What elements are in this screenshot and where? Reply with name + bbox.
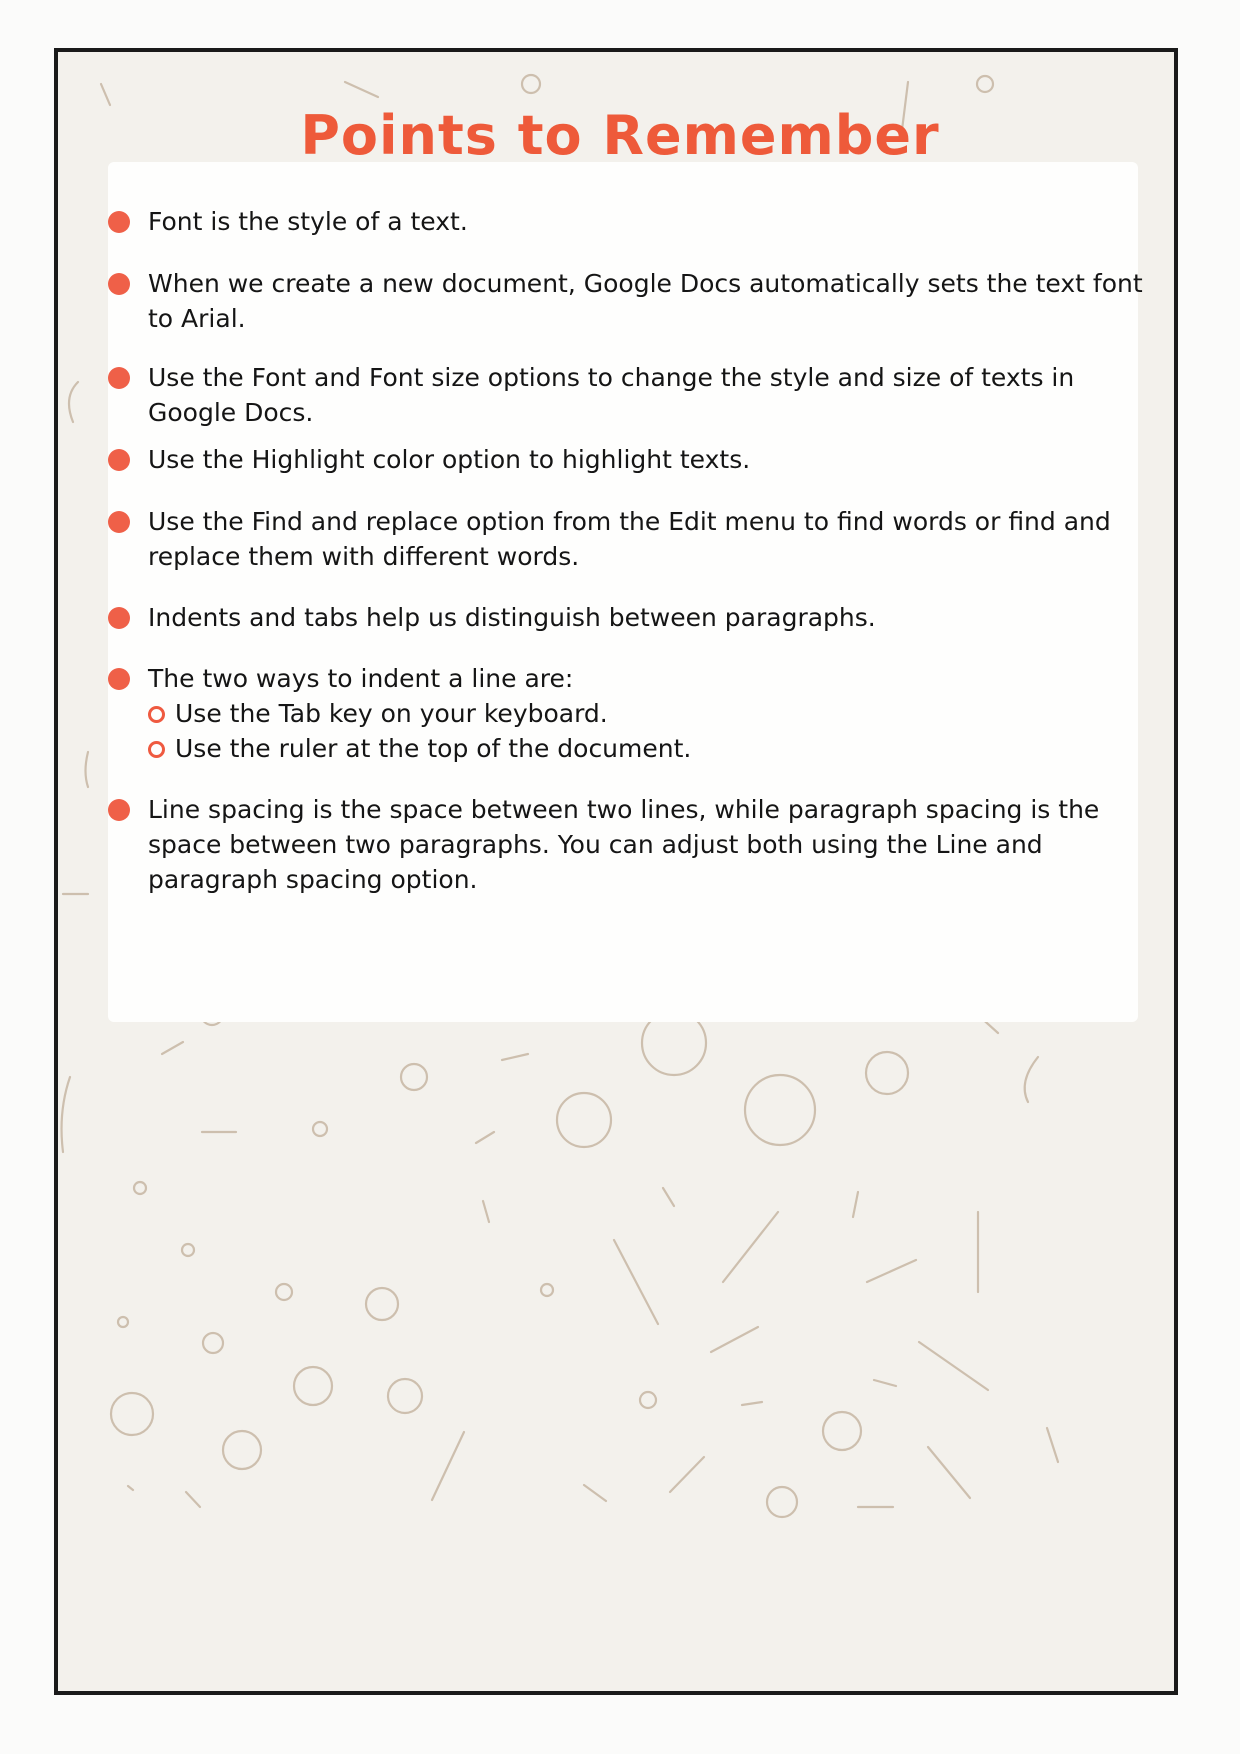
list-item xyxy=(92,442,1152,477)
sub-point-text: Use the ruler at the top of the document. xyxy=(175,734,692,763)
list-item xyxy=(92,504,1152,574)
list-item xyxy=(92,661,1152,766)
list-item xyxy=(92,792,1152,897)
bullet-dot-icon xyxy=(108,511,130,533)
page-title: Points to Remember xyxy=(300,104,940,167)
list-item xyxy=(92,266,1152,336)
bullet-dot-icon xyxy=(108,211,130,233)
list-item xyxy=(92,360,1152,430)
point-text: The two ways to indent a line are: xyxy=(148,664,574,693)
point-text: Font is the style of a text. xyxy=(148,207,468,236)
point-text: Use the Highlight color option to highlight texts. xyxy=(148,445,751,474)
point-text: Line spacing is the space between two lines, while paragraph spacing is the space between two paragraphs. You can adjust both using the Line and paragraph spacing option. xyxy=(148,795,1100,894)
bullet-dot-icon xyxy=(108,799,130,821)
bullet-dot-icon xyxy=(108,668,130,690)
sub-list-item xyxy=(148,696,1152,731)
page-frame xyxy=(54,48,1178,1695)
sub-point-text: Use the Tab key on your keyboard. xyxy=(175,699,608,728)
point-text: When we create a new document, Google Docs automatically sets the text font to Arial. xyxy=(148,269,1143,333)
bullet-dot-icon xyxy=(108,607,130,629)
list-item xyxy=(92,204,1152,239)
list-item xyxy=(92,600,1152,635)
indent-ways-list xyxy=(148,696,1152,766)
bullet-dot-icon xyxy=(108,273,130,295)
point-text: Use the Font and Font size options to change the style and size of texts in Google Docs. xyxy=(148,363,1075,427)
sub-list-item xyxy=(148,731,1152,766)
hollow-bullet-icon xyxy=(148,741,165,758)
hollow-bullet-icon xyxy=(148,706,165,723)
bullet-dot-icon xyxy=(108,449,130,471)
point-text: Indents and tabs help us distinguish between paragraphs. xyxy=(148,603,876,632)
points-list xyxy=(92,177,1152,897)
point-text: Use the Find and replace option from the Edit menu to find words or find and replace them with different words. xyxy=(148,507,1111,571)
bullet-dot-icon xyxy=(108,367,130,389)
